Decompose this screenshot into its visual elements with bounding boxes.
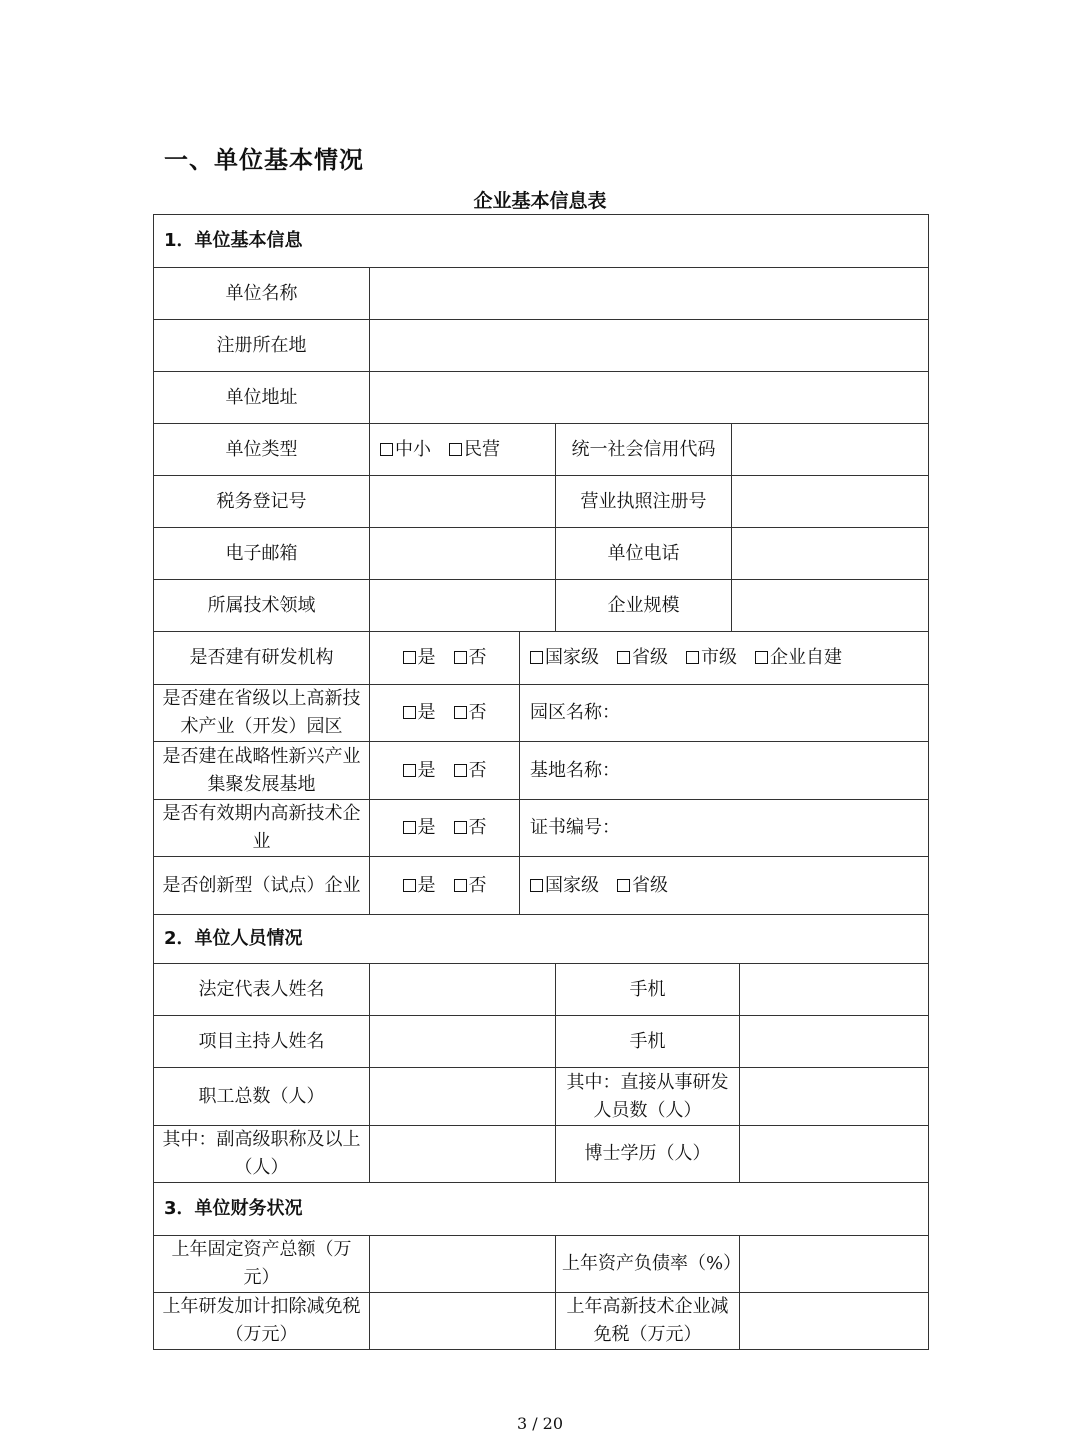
checkbox-no[interactable]: 否 [454, 647, 487, 668]
label-legal-rep: 法定代表人姓名 [154, 964, 370, 1016]
table-caption: 企业基本信息表 [473, 190, 607, 212]
field-rd-staff[interactable] [740, 1068, 929, 1126]
label-base: 是否建在战略性新兴产业集聚发展基地 [154, 742, 370, 800]
label-address: 单位地址 [154, 372, 370, 424]
unit-type-options [370, 424, 556, 476]
checkbox-icon [454, 879, 467, 892]
label-senior-title: 其中：副高级职称及以上（人） [154, 1126, 370, 1183]
checkbox-icon [755, 651, 768, 664]
label-hitech: 是否有效期内高新技术企业 [154, 800, 370, 857]
field-legal-rep[interactable] [370, 964, 556, 1016]
checkbox-icon [617, 879, 630, 892]
base-yesno [370, 742, 520, 800]
label-base-name: 基地名称： [520, 742, 929, 800]
checkbox-provincial[interactable]: 省级 [617, 875, 668, 896]
rd-org-yesno [370, 632, 520, 685]
field-address[interactable] [370, 372, 929, 424]
hitech-yesno [370, 800, 520, 857]
label-reg-place: 注册所在地 [154, 320, 370, 372]
checkbox-yes[interactable]: 是 [403, 699, 436, 727]
checkbox-national[interactable]: 国家级 [530, 872, 599, 900]
label-rd-staff: 其中：直接从事研发人员数（人） [556, 1068, 740, 1126]
field-unit-name[interactable] [370, 268, 929, 320]
label-park-name: 园区名称： [520, 685, 929, 742]
section-basic-title: 1．单位基本信息 [154, 215, 929, 268]
label-license-no: 营业执照注册号 [556, 476, 732, 528]
checkbox-sme[interactable]: 中小 [380, 436, 431, 464]
label-cert-no: 证书编号： [520, 800, 929, 857]
label-email: 电子邮箱 [154, 528, 370, 580]
checkbox-icon [403, 879, 416, 892]
label-phone: 单位电话 [556, 528, 732, 580]
label-park: 是否建在省级以上高新技术产业（开发）园区 [154, 685, 370, 742]
field-hitech-tax[interactable] [740, 1293, 929, 1350]
label-unit-type: 单位类型 [154, 424, 370, 476]
label-scale: 企业规模 [556, 580, 732, 632]
checkbox-icon [530, 879, 543, 892]
label-phd: 博士学历（人） [556, 1126, 740, 1183]
checkbox-private[interactable]: 民营 [449, 436, 500, 464]
park-yesno [370, 685, 520, 742]
label-rd-deduction: 上年研发加计扣除减免税（万元） [154, 1293, 370, 1350]
field-leader-mobile[interactable] [740, 1016, 929, 1068]
checkbox-icon [449, 443, 462, 456]
checkbox-icon [403, 821, 416, 834]
checkbox-no[interactable]: 否 [454, 817, 487, 838]
label-mobile: 手机 [556, 964, 740, 1016]
checkbox-yes[interactable]: 是 [403, 644, 436, 672]
checkbox-national[interactable]: 国家级 [530, 644, 599, 672]
field-tax-no[interactable] [370, 476, 556, 528]
field-credit-code[interactable] [732, 424, 929, 476]
field-license-no[interactable] [732, 476, 929, 528]
checkbox-icon [454, 706, 467, 719]
checkbox-yes[interactable]: 是 [403, 814, 436, 842]
field-senior-title[interactable] [370, 1126, 556, 1183]
rd-org-level-options [520, 632, 929, 685]
field-legal-rep-mobile[interactable] [740, 964, 929, 1016]
checkbox-no[interactable]: 否 [454, 875, 487, 896]
checkbox-icon [454, 821, 467, 834]
label-tech-field: 所属技术领域 [154, 580, 370, 632]
checkbox-icon [403, 706, 416, 719]
label-debt-ratio: 上年资产负债率（%） [556, 1236, 740, 1293]
checkbox-provincial[interactable]: 省级 [617, 644, 668, 672]
section-staff-title: 2．单位人员情况 [154, 915, 929, 964]
section-heading: 一、单位基本情况 [164, 146, 364, 174]
field-project-leader[interactable] [370, 1016, 556, 1068]
innovative-level-options [520, 857, 929, 915]
field-phd[interactable] [740, 1126, 929, 1183]
checkbox-icon [454, 764, 467, 777]
innovative-yesno [370, 857, 520, 915]
label-project-leader: 项目主持人姓名 [154, 1016, 370, 1068]
page-number: 3 / 20 [516, 1414, 564, 1433]
enterprise-info-table [153, 214, 929, 1350]
field-total-staff[interactable] [370, 1068, 556, 1126]
checkbox-icon [686, 651, 699, 664]
label-credit-code: 统一社会信用代码 [556, 424, 732, 476]
field-phone[interactable] [732, 528, 929, 580]
checkbox-no[interactable]: 否 [454, 702, 487, 723]
label-mobile: 手机 [556, 1016, 740, 1068]
label-rd-org: 是否建有研发机构 [154, 632, 370, 685]
field-tech-field[interactable] [370, 580, 556, 632]
label-innovative: 是否创新型（试点）企业 [154, 857, 370, 915]
checkbox-self-built[interactable]: 企业自建 [755, 647, 842, 668]
field-reg-place[interactable] [370, 320, 929, 372]
field-scale[interactable] [732, 580, 929, 632]
label-tax-no: 税务登记号 [154, 476, 370, 528]
label-unit-name: 单位名称 [154, 268, 370, 320]
label-fixed-assets: 上年固定资产总额（万元） [154, 1236, 370, 1293]
field-email[interactable] [370, 528, 556, 580]
checkbox-icon [403, 764, 416, 777]
label-total-staff: 职工总数（人） [154, 1068, 370, 1126]
checkbox-icon [403, 651, 416, 664]
field-debt-ratio[interactable] [740, 1236, 929, 1293]
field-fixed-assets[interactable] [370, 1236, 556, 1293]
checkbox-icon [454, 651, 467, 664]
checkbox-no[interactable]: 否 [454, 760, 487, 781]
field-rd-deduction[interactable] [370, 1293, 556, 1350]
checkbox-yes[interactable]: 是 [403, 757, 436, 785]
checkbox-icon [380, 443, 393, 456]
checkbox-icon [617, 651, 630, 664]
section-finance-title: 3．单位财务状况 [154, 1183, 929, 1236]
checkbox-yes[interactable]: 是 [403, 872, 436, 900]
checkbox-municipal[interactable]: 市级 [686, 644, 737, 672]
checkbox-icon [530, 651, 543, 664]
label-hitech-tax: 上年高新技术企业减免税（万元） [556, 1293, 740, 1350]
